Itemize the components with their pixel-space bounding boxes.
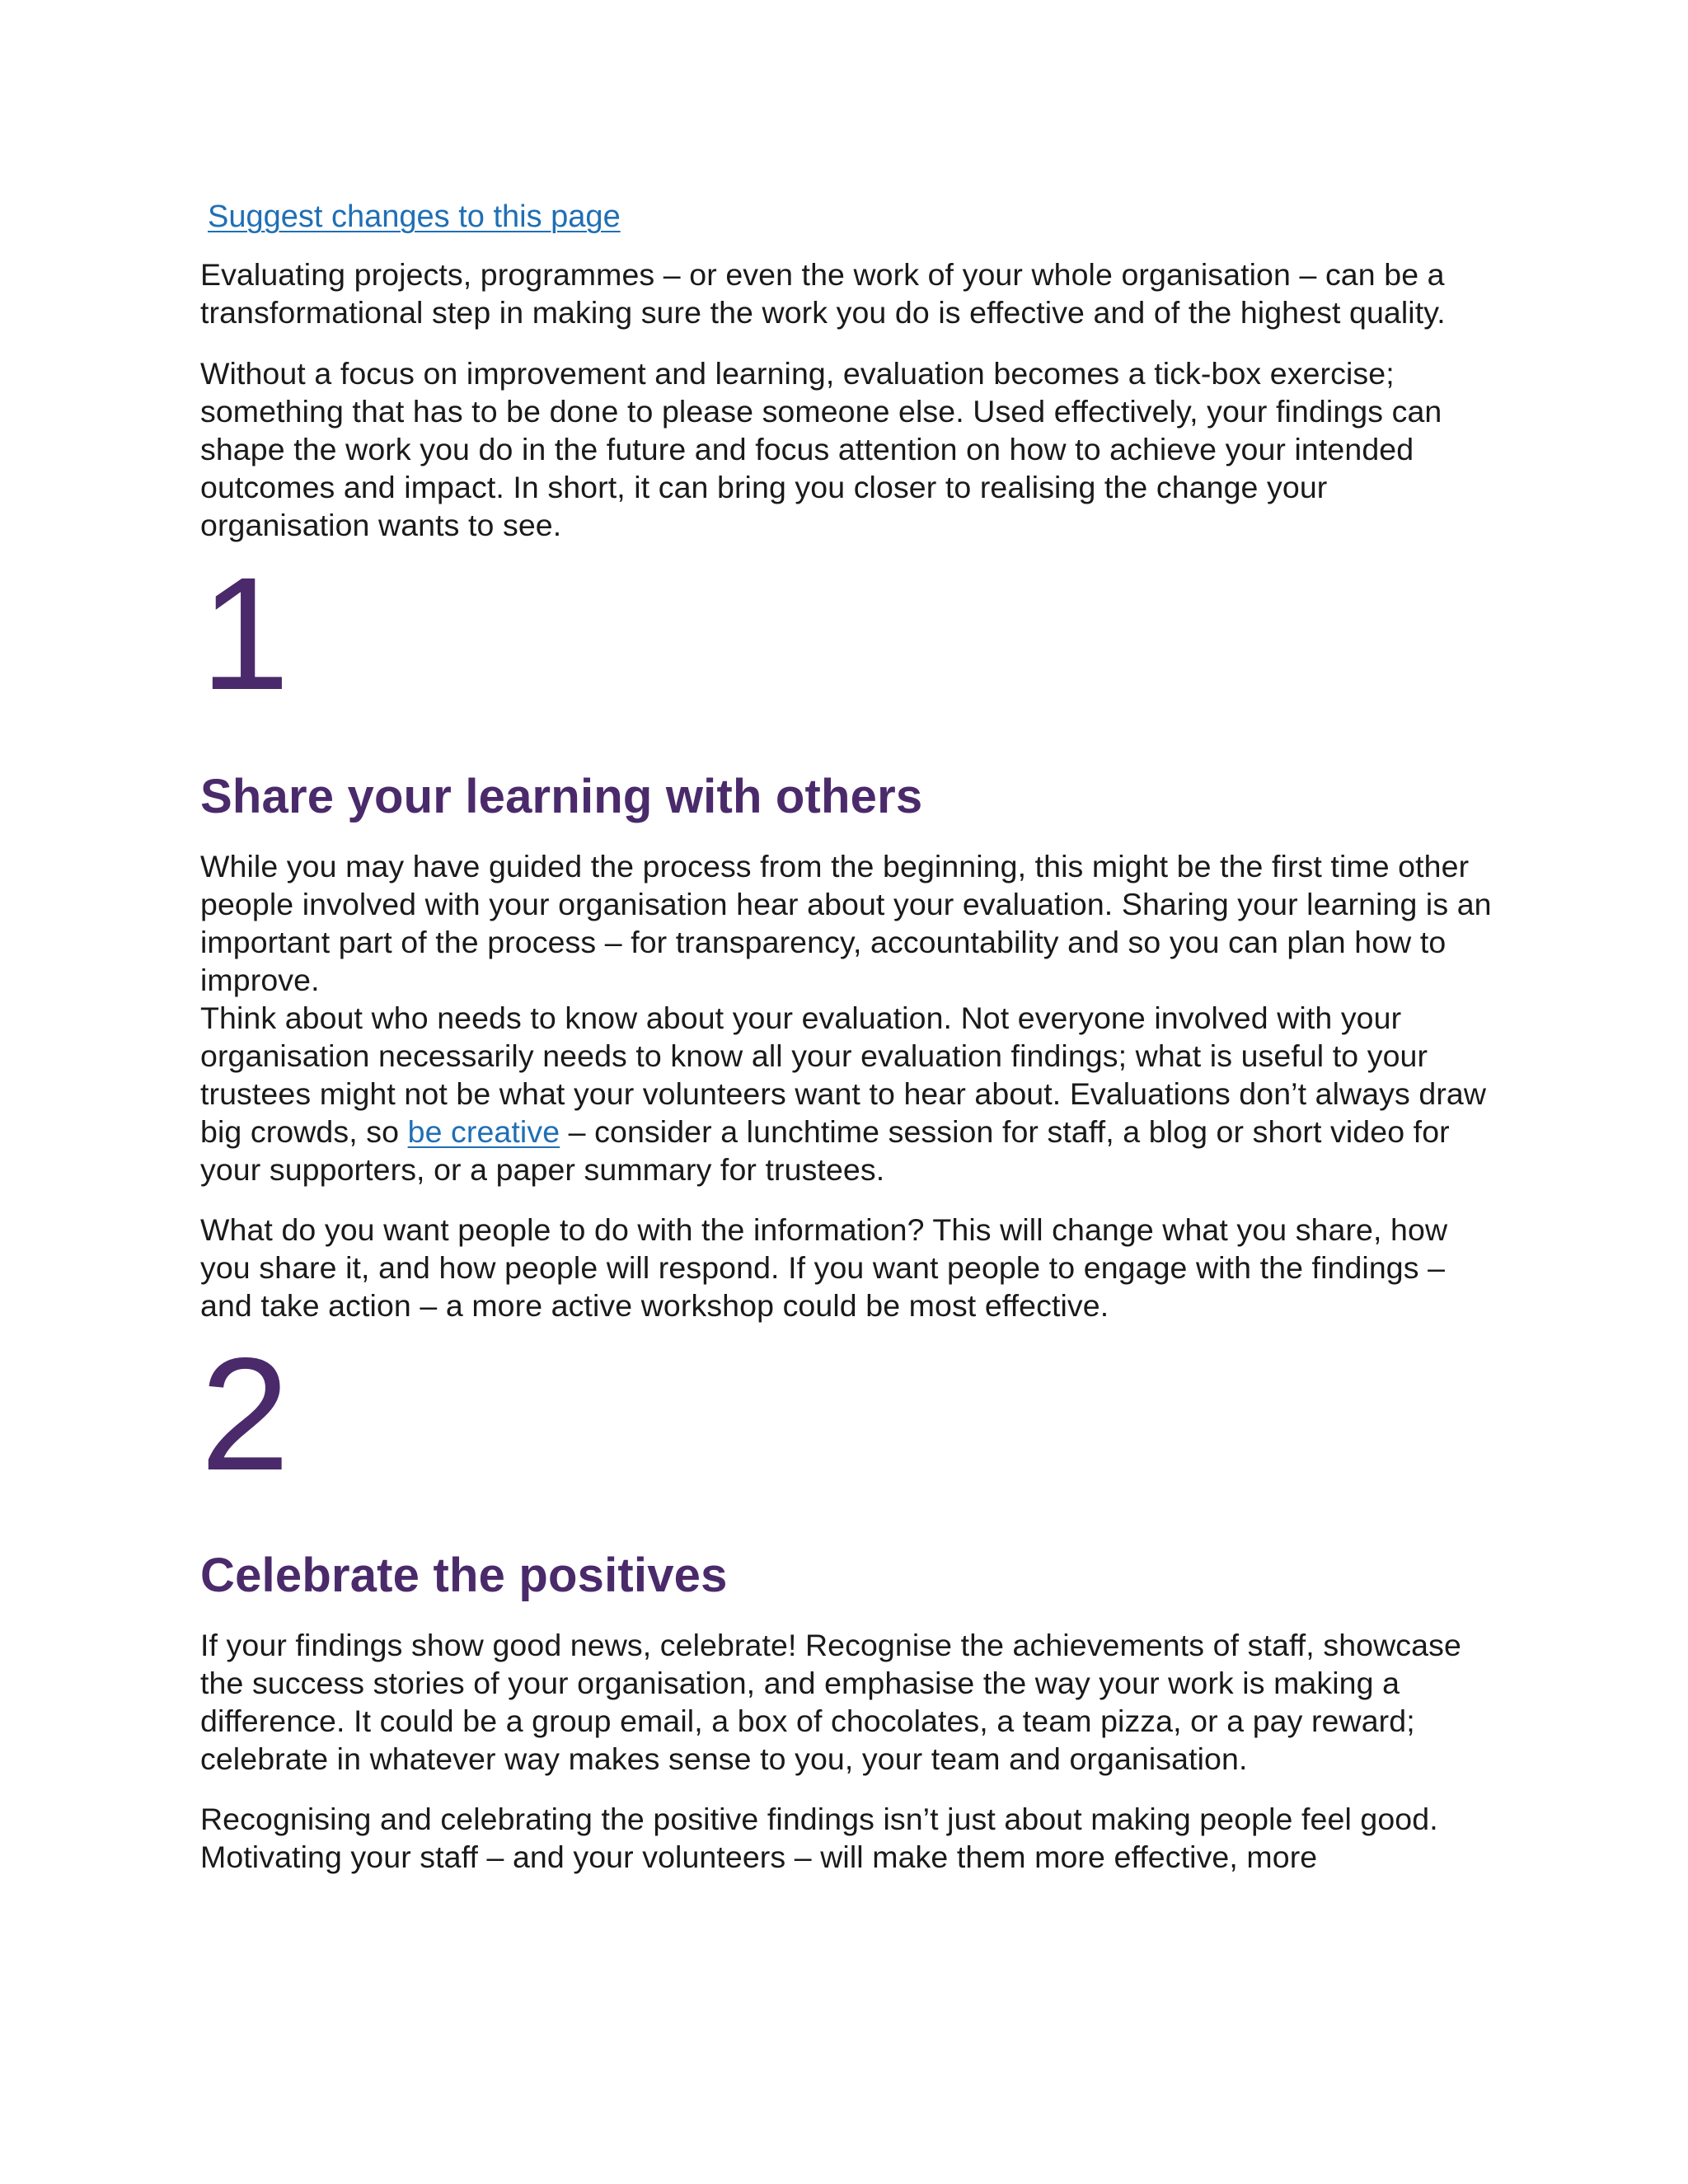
- be-creative-link[interactable]: be creative: [407, 1114, 560, 1149]
- celebrate-paragraph-2: Recognising and celebrating the positive findings isn’t just about making people feel good. Motivating your staff – and your volunteers – will make them more effective, more: [200, 1802, 1438, 1874]
- share-paragraph-2-text-b: – consider a lunchtime session for staff, a blog or short video for your supporters, or a paper summary for trustees.: [200, 1114, 1450, 1187]
- section-number-1: 1: [200, 544, 290, 724]
- section-number-2: 2: [200, 1324, 290, 1504]
- share-paragraph-3: What do you want people to do with the information? This will change what you share, how you share it, and how people will respond. If you want people to engage with the findings – and take action – a more active workshop could be most effective.: [200, 1212, 1448, 1323]
- share-paragraph-2: [200, 999, 1503, 1188]
- celebrate-paragraph-1: If your findings show good news, celebrate! Recognise the achievements of staff, showcase the success stories of your organisation, and emphasise the way your work is making a difference. It could be a group email, a box of chocolates, a team pizza, or a pay reward; celebrate in whatever way makes sense to you, your team and organisation.: [200, 1628, 1461, 1776]
- suggest-changes-link[interactable]: Suggest changes to this page: [208, 199, 621, 234]
- section-heading-share-learning: Share your learning with others: [200, 770, 923, 823]
- share-paragraph-1: While you may have guided the process from the beginning, this might be the first time other people involved with your organisation hear about your evaluation. Sharing your learning is an important part of the process – for transparency, accountability and so you can plan how to improve.: [200, 849, 1492, 997]
- intro-paragraph-2: Without a focus on improvement and learning, evaluation becomes a tick-box exercise; something that has to be done to please someone else. Used effectively, your findings can shape the work you do in the future and focus attention on how to achieve your intended outcomes and impact. In short, it can bring you closer to realising the change your organisation wants to see.: [200, 356, 1442, 542]
- share-paragraph-2-text-a: Think about who needs to know about your evaluation. Not everyone involved with your organisation necessarily needs to know all your evaluation findings; what is useful to your trustees might not be what your volunteers want to hear about. Evaluations don’t always draw big crowds, so: [200, 1001, 1487, 1149]
- section-heading-celebrate-positives: Celebrate the positives: [200, 1549, 728, 1602]
- document-page: [200, 196, 1503, 1876]
- intro-paragraph-1: Evaluating projects, programmes – or even the work of your whole organisation – can be a transformational step in making sure the work you do is effective and of the highest quality.: [200, 257, 1446, 330]
